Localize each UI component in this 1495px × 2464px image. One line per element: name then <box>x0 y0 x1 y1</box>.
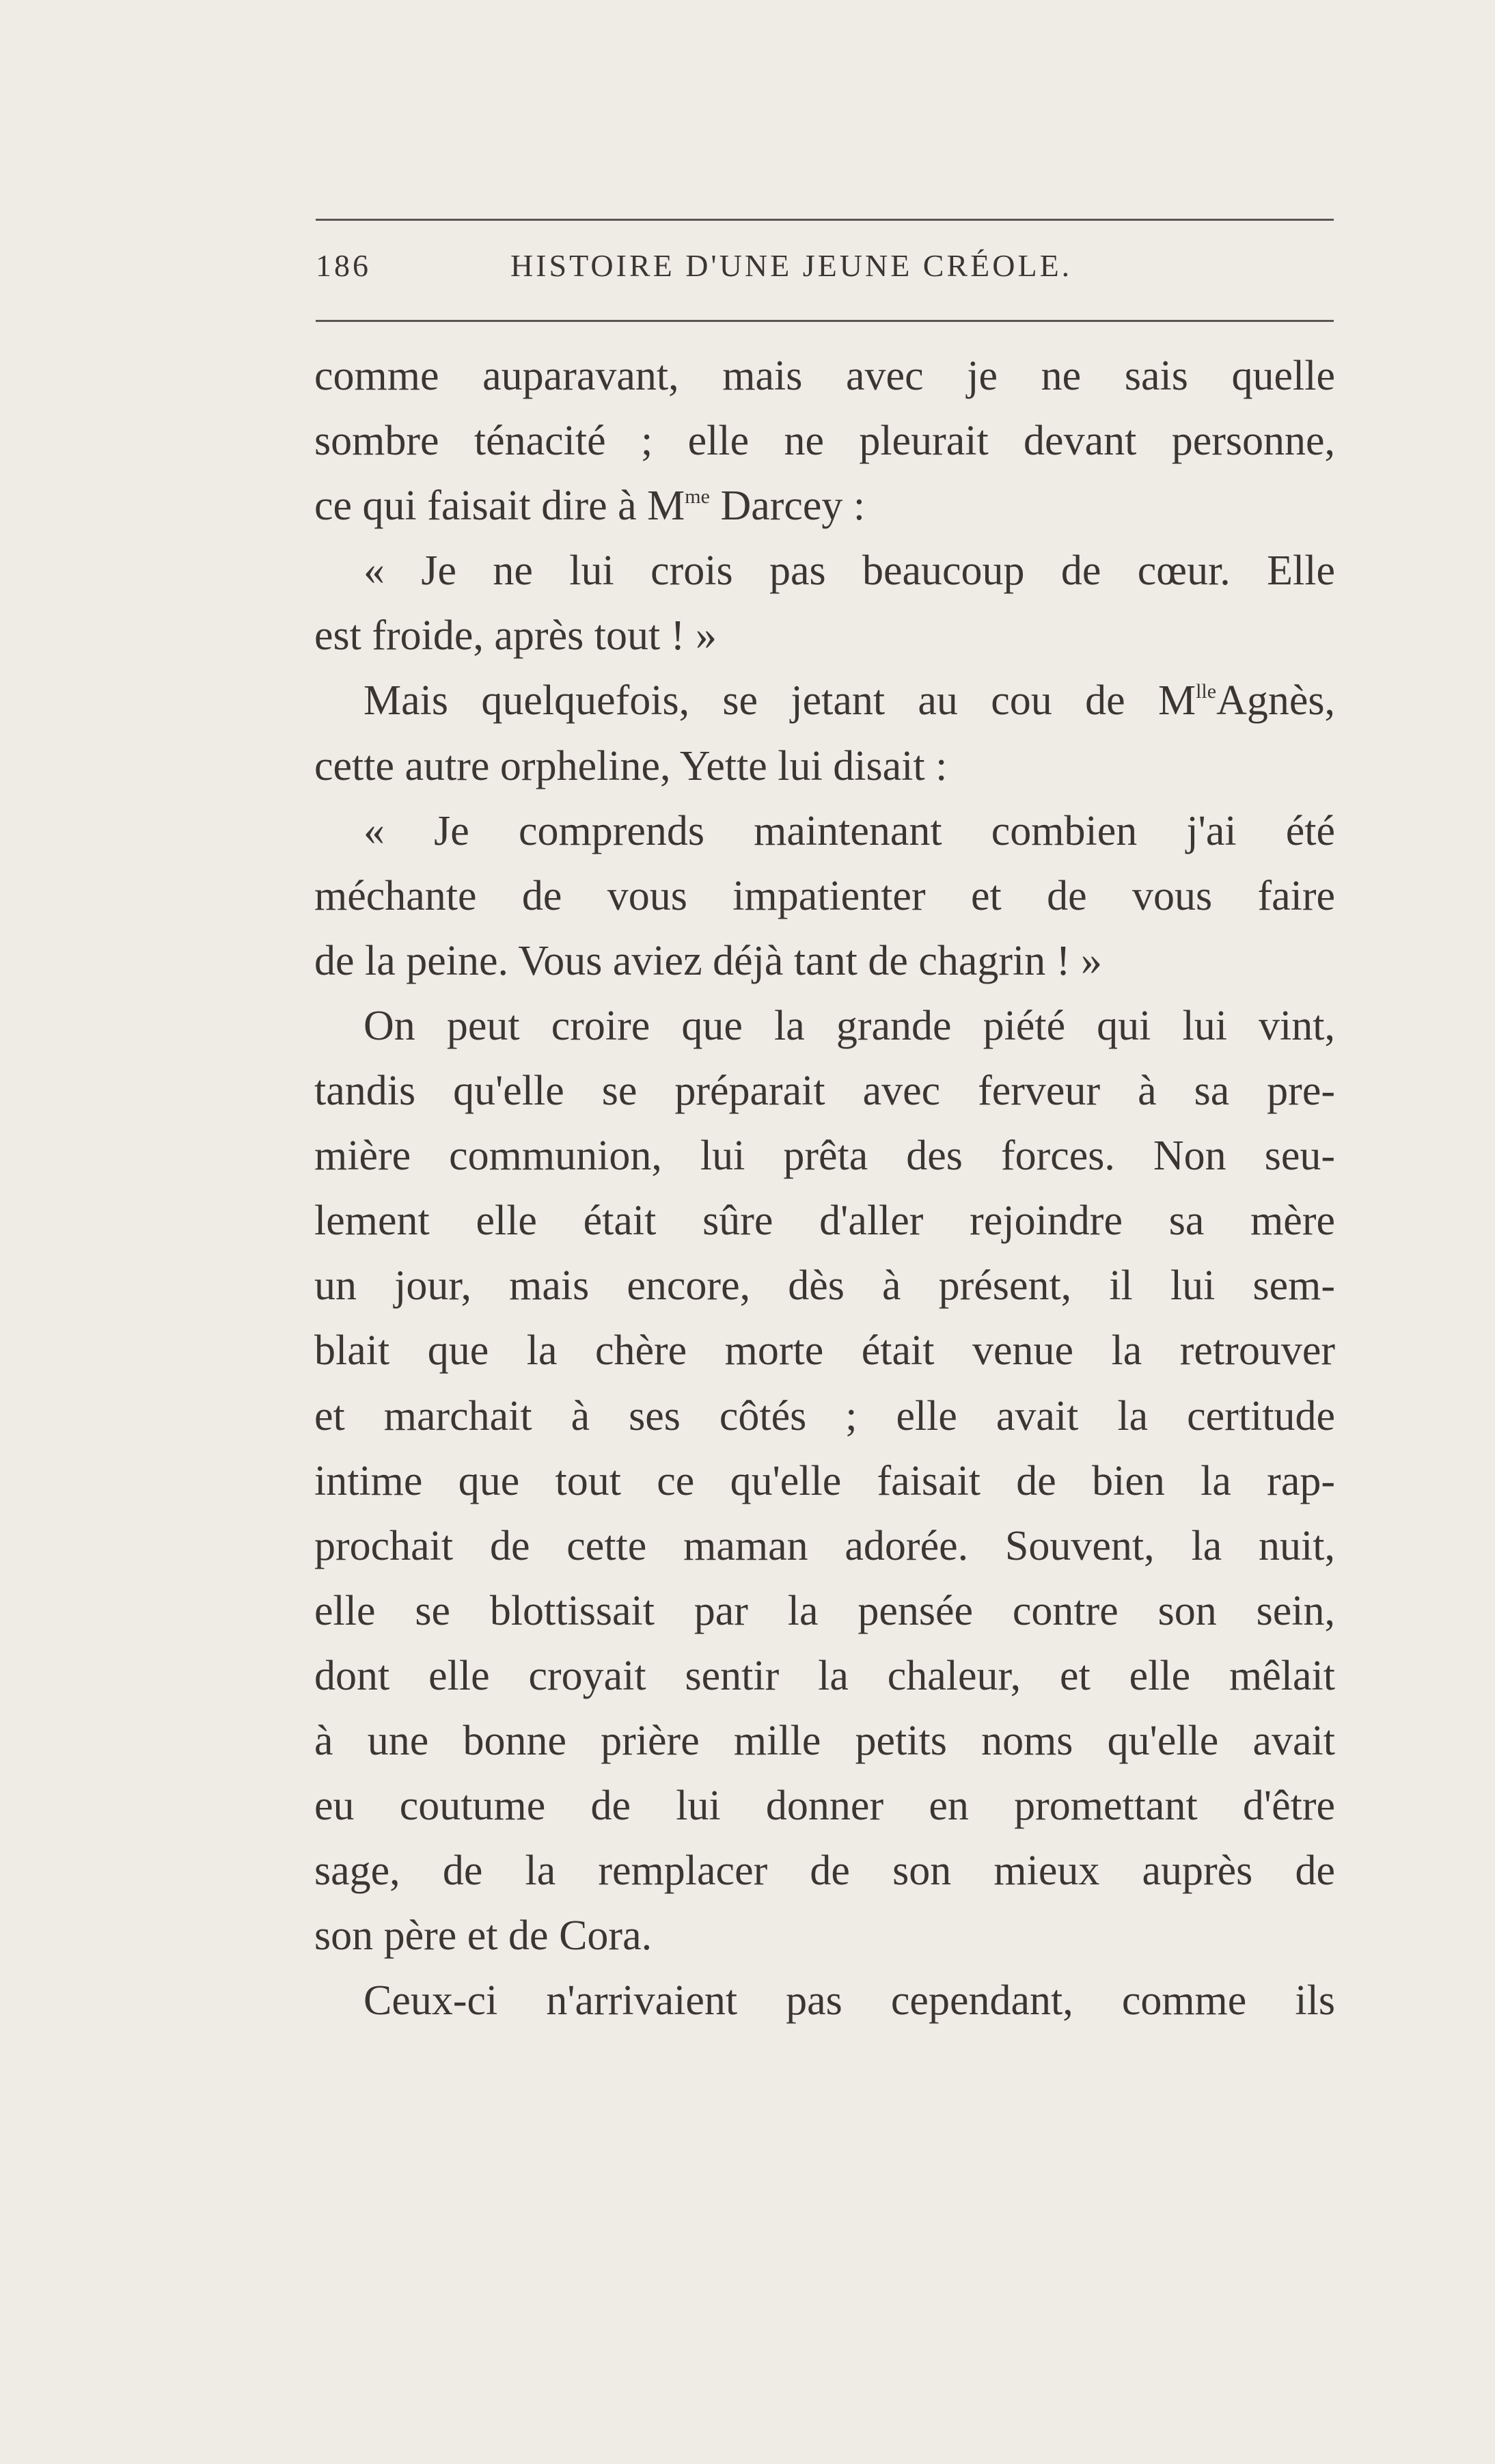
header-rule-top <box>316 219 1334 221</box>
text-line: « Je ne lui crois pas beaucoup de cœur. Elle <box>364 547 1335 595</box>
text-line: sage, de la remplacer de son mieux auprès de <box>314 1847 1335 1895</box>
text-line: eu coutume de lui donner en promettant d'être <box>314 1783 1335 1830</box>
text-line: prochait de cette maman adorée. Souvent, la nuit, <box>314 1522 1335 1569</box>
text-line: On peut croire que la grande piété qui lui vint, <box>364 1002 1335 1049</box>
text-line: cette autre orpheline, Yette lui disait : <box>314 742 948 789</box>
superscript: me <box>685 485 710 509</box>
text-line: mière communion, lui prêta des forces. Non seu- <box>314 1133 1335 1180</box>
text-line: méchante de vous impatienter et de vous faire <box>314 872 1335 919</box>
text-segment: Mais quelquefois, se jetant au cou de M <box>364 677 1196 725</box>
text-line: de la peine. Vous aviez déjà tant de chagrin ! » <box>314 937 1102 984</box>
text-line: un jour, mais encore, dès à présent, il lui sem- <box>314 1262 1335 1310</box>
body-text <box>314 344 1335 2033</box>
text-segment: Agnès, <box>1216 677 1335 725</box>
superscript: lle <box>1196 680 1217 703</box>
text-line: « Je comprends maintenant combien j'ai été <box>364 807 1335 854</box>
text-line: blait que la chère morte était venue la retrouver <box>314 1327 1335 1375</box>
text-line: à une bonne prière mille petits noms qu'elle avait <box>314 1717 1335 1764</box>
text-line: dont elle croyait sentir la chaleur, et elle mêlait <box>314 1652 1335 1699</box>
text-line: elle se blottissait par la pensée contre son sein, <box>314 1587 1335 1634</box>
page-number: 186 <box>316 248 371 283</box>
text-line <box>314 668 1335 733</box>
text-line: lement elle était sûre d'aller rejoindre sa mère <box>314 1197 1335 1245</box>
text-segment: ce qui faisait dire à M <box>314 483 685 530</box>
text-line: Ceux-ci n'arrivaient pas cependant, comme ils <box>364 1977 1335 2025</box>
text-line: tandis qu'elle se préparait avec ferveur à sa pre- <box>314 1068 1335 1115</box>
header-rule-bottom <box>316 320 1334 322</box>
text-line: sombre ténacité ; elle ne pleurait devant personne, <box>314 418 1335 465</box>
text-line: comme auparavant, mais avec je ne sais quelle <box>314 353 1335 399</box>
text-line <box>314 474 1335 539</box>
text-line: est froide, après tout ! » <box>314 612 717 660</box>
text-segment: Darcey : <box>709 483 866 530</box>
running-header <box>316 247 1334 288</box>
text-line: intime que tout ce qu'elle faisait de bien la rap- <box>314 1457 1335 1504</box>
text-line: son père et de Cora. <box>314 1912 653 1960</box>
running-title: HISTOIRE D'UNE JEUNE CRÉOLE. <box>510 248 1073 283</box>
text-line: et marchait à ses côtés ; elle avait la certitude <box>314 1392 1335 1439</box>
